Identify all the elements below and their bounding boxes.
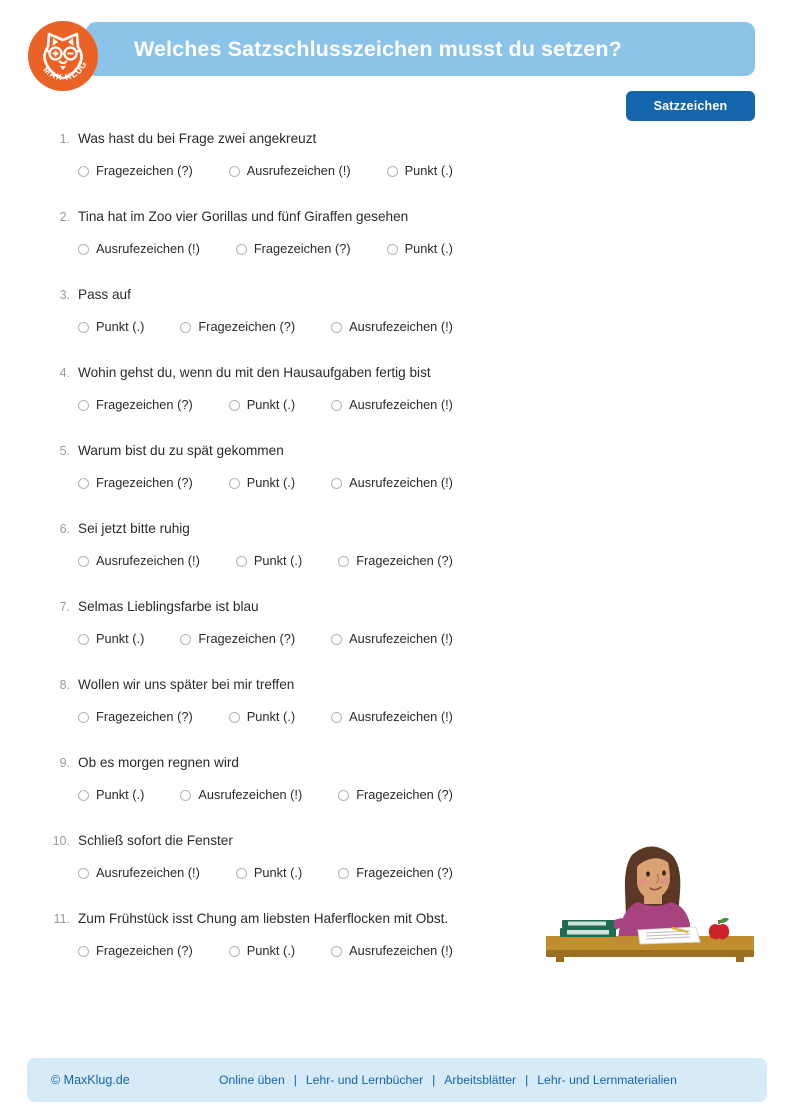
question-number: 1. [59, 132, 70, 146]
answer-option-label: Punkt (.) [246, 943, 296, 958]
footer-separator: | [293, 1073, 297, 1087]
question-text: Ob es morgen regnen wird [78, 755, 239, 770]
answer-option[interactable] [387, 240, 453, 258]
radio-button-icon[interactable] [78, 556, 89, 567]
question-text: Warum bist du zu spät gekommen [78, 443, 284, 458]
radio-button-icon[interactable] [78, 478, 89, 489]
question-header [0, 519, 794, 543]
question-number: 11. [53, 912, 70, 926]
question-block [0, 363, 794, 441]
answer-option[interactable] [78, 240, 200, 258]
answer-option-label: Fragezeichen (?) [96, 475, 193, 490]
question-text: Sei jetzt bitte ruhig [78, 521, 190, 536]
radio-button-icon[interactable] [331, 322, 342, 333]
fox-logo-icon [27, 20, 99, 92]
question-options [78, 552, 453, 570]
question-header [0, 129, 794, 153]
radio-button-icon[interactable] [229, 478, 240, 489]
answer-option-label: Punkt (.) [96, 787, 145, 802]
answer-option-label: Ausrufezeichen (!) [96, 865, 200, 880]
answer-option-label: Punkt (.) [96, 319, 145, 334]
answer-option[interactable] [229, 474, 295, 492]
answer-option[interactable] [338, 786, 453, 804]
answer-option[interactable] [78, 162, 193, 180]
answer-option-label: Punkt (.) [246, 475, 296, 490]
radio-button-icon[interactable] [338, 790, 349, 801]
question-number: 5. [59, 444, 70, 458]
radio-button-icon[interactable] [229, 946, 240, 957]
answer-option[interactable] [331, 630, 453, 648]
answer-option-label: Ausrufezeichen (!) [349, 943, 453, 958]
question-block [0, 207, 794, 285]
answer-option[interactable] [78, 552, 200, 570]
topic-badge: Satzzeichen [626, 91, 755, 121]
answer-option-label: Ausrufezeichen (!) [349, 319, 453, 334]
answer-option-label: Fragezeichen (?) [356, 865, 453, 880]
radio-button-icon[interactable] [236, 868, 247, 879]
radio-button-icon[interactable] [387, 166, 398, 177]
question-options [78, 630, 453, 648]
radio-button-icon[interactable] [387, 244, 398, 255]
answer-option-label: Ausrufezeichen (!) [349, 709, 453, 724]
page-header [0, 18, 794, 113]
answer-option-label: Ausrufezeichen (!) [96, 553, 200, 568]
radio-button-icon[interactable] [180, 634, 191, 645]
answer-option[interactable] [331, 474, 453, 492]
answer-option[interactable] [229, 396, 295, 414]
answer-option[interactable] [331, 708, 453, 726]
question-header [0, 441, 794, 465]
maxklug-logo [27, 20, 99, 92]
radio-button-icon[interactable] [78, 634, 89, 645]
question-number: 3. [59, 288, 70, 302]
answer-option-label: Punkt (.) [404, 241, 453, 256]
question-text: Wollen wir uns später bei mir treffen [78, 677, 295, 692]
question-options [78, 864, 453, 882]
radio-button-icon[interactable] [236, 556, 247, 567]
footer-link[interactable]: Online üben [219, 1073, 285, 1087]
answer-option[interactable] [229, 162, 351, 180]
radio-button-icon[interactable] [78, 790, 89, 801]
answer-option[interactable] [331, 396, 453, 414]
answer-option-label: Punkt (.) [246, 397, 296, 412]
question-options [78, 942, 453, 960]
answer-option[interactable] [229, 942, 295, 960]
illustration-girl-writing [540, 832, 762, 962]
radio-button-icon[interactable] [78, 946, 89, 957]
answer-option[interactable] [338, 864, 453, 882]
answer-option[interactable] [338, 552, 453, 570]
answer-option[interactable] [229, 708, 295, 726]
question-options [78, 708, 453, 726]
radio-button-icon[interactable] [78, 244, 89, 255]
question-header [0, 207, 794, 231]
radio-button-icon[interactable] [78, 400, 89, 411]
answer-option[interactable] [236, 240, 351, 258]
answer-option[interactable] [331, 318, 453, 336]
answer-option-label: Fragezeichen (?) [96, 943, 193, 958]
answer-option[interactable] [180, 318, 295, 336]
answer-option-label: Fragezeichen (?) [96, 163, 193, 178]
question-text: Wohin gehst du, wenn du mit den Hausaufgaben fertig bist [78, 365, 431, 380]
question-block [0, 675, 794, 753]
answer-option[interactable] [78, 396, 193, 414]
footer-separator: | [432, 1073, 436, 1087]
question-text: Zum Frühstück isst Chung am liebsten Haferflocken mit Obst. [78, 911, 449, 926]
answer-option[interactable] [236, 552, 302, 570]
answer-option-label: Fragezeichen (?) [198, 319, 296, 334]
radio-button-icon[interactable] [331, 478, 342, 489]
answer-option-label: Fragezeichen (?) [96, 397, 193, 412]
radio-button-icon[interactable] [331, 946, 342, 957]
answer-option[interactable] [180, 630, 295, 648]
answer-option-label: Punkt (.) [253, 865, 303, 880]
radio-button-icon[interactable] [78, 322, 89, 333]
footer-link[interactable]: Lehr- und Lernbücher [305, 1073, 424, 1087]
question-header [0, 753, 794, 777]
answer-option[interactable] [78, 864, 200, 882]
question-options [78, 474, 453, 492]
answer-option-label: Fragezeichen (?) [356, 787, 453, 802]
girl-writing-at-desk-icon [540, 832, 762, 962]
radio-button-icon[interactable] [338, 556, 349, 567]
answer-option[interactable] [78, 630, 144, 648]
answer-option-label: Punkt (.) [404, 163, 453, 178]
question-number: 8. [59, 678, 70, 692]
page-title: Welches Satzschlusszeichen musst du setzen? [134, 37, 622, 61]
answer-option-label: Fragezeichen (?) [356, 553, 453, 568]
question-number: 4. [59, 366, 70, 380]
answer-option-label: Fragezeichen (?) [198, 631, 296, 646]
answer-option[interactable] [387, 162, 453, 180]
answer-option-label: Ausrufezeichen (!) [96, 241, 200, 256]
answer-option[interactable] [78, 474, 193, 492]
answer-option-label: Ausrufezeichen (!) [349, 475, 453, 490]
answer-option[interactable] [180, 786, 302, 804]
question-options [78, 786, 453, 804]
radio-button-icon[interactable] [229, 712, 240, 723]
answer-option-label: Fragezeichen (?) [253, 241, 351, 256]
answer-option-label: Ausrufezeichen (!) [349, 631, 453, 646]
radio-button-icon[interactable] [338, 868, 349, 879]
question-text: Tina hat im Zoo vier Gorillas und fünf Giraffen gesehen [78, 209, 409, 224]
question-number: 10. [52, 834, 70, 848]
footer-link[interactable]: Lehr- und Lernmaterialien [537, 1073, 677, 1087]
radio-button-icon[interactable] [78, 712, 89, 723]
question-block [0, 753, 794, 831]
question-text: Was hast du bei Frage zwei angekreuzt [78, 131, 317, 146]
radio-button-icon[interactable] [180, 322, 191, 333]
answer-option-label: Punkt (.) [246, 709, 296, 724]
radio-button-icon[interactable] [180, 790, 191, 801]
radio-button-icon[interactable] [236, 244, 247, 255]
question-options [78, 240, 453, 258]
question-number: 9. [59, 756, 70, 770]
page-footer [27, 1058, 767, 1102]
question-text: Schließ sofort die Fenster [78, 833, 233, 848]
answer-option[interactable] [78, 708, 193, 726]
answer-option-label: Ausrufezeichen (!) [198, 787, 303, 802]
answer-option[interactable] [78, 942, 193, 960]
logo-wordmark: MAX KLUG [41, 58, 89, 83]
answer-option-label: Punkt (.) [253, 553, 303, 568]
question-number: 2. [59, 210, 70, 224]
question-number: 7. [59, 600, 70, 614]
answer-option[interactable] [78, 318, 144, 336]
answer-option[interactable] [331, 942, 453, 960]
radio-button-icon[interactable] [78, 868, 89, 879]
radio-button-icon[interactable] [331, 712, 342, 723]
radio-button-icon[interactable] [229, 400, 240, 411]
radio-button-icon[interactable] [331, 400, 342, 411]
footer-separator: | [525, 1073, 529, 1087]
question-header [0, 675, 794, 699]
question-block [0, 441, 794, 519]
answer-option-label: Punkt (.) [96, 631, 145, 646]
question-options [78, 318, 453, 336]
answer-option-label: Ausrufezeichen (!) [246, 163, 351, 178]
question-block [0, 129, 794, 207]
radio-button-icon[interactable] [229, 166, 240, 177]
question-block [0, 285, 794, 363]
question-header [0, 597, 794, 621]
footer-link[interactable]: Arbeitsblätter [444, 1073, 517, 1087]
answer-option-label: Fragezeichen (?) [96, 709, 193, 724]
answer-option[interactable] [78, 786, 144, 804]
answer-option[interactable] [236, 864, 302, 882]
question-header [0, 285, 794, 309]
radio-button-icon[interactable] [78, 166, 89, 177]
question-number: 6. [59, 522, 70, 536]
question-text: Pass auf [78, 287, 131, 302]
question-block [0, 519, 794, 597]
footer-copyright: © MaxKlug.de [51, 1073, 130, 1087]
radio-button-icon[interactable] [331, 634, 342, 645]
question-header [0, 363, 794, 387]
question-block [0, 597, 794, 675]
question-options [78, 396, 453, 414]
footer-links [219, 1073, 677, 1087]
question-options [78, 162, 453, 180]
answer-option-label: Ausrufezeichen (!) [349, 397, 453, 412]
question-text: Selmas Lieblingsfarbe ist blau [78, 599, 259, 614]
